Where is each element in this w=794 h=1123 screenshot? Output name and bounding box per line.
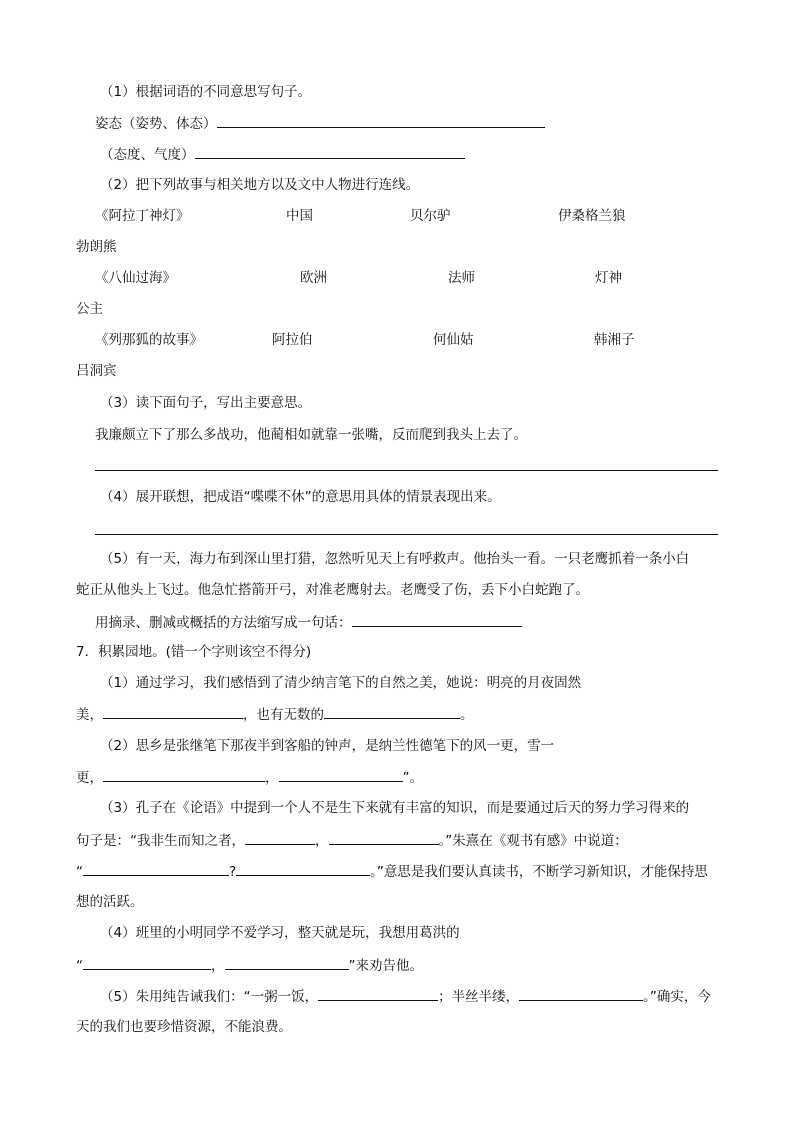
answer-blank[interactable]	[318, 986, 438, 1001]
match-place[interactable]: 中国	[286, 208, 313, 224]
q7-s2-line1: （2）思乡是张继笔下那夜半到客船的钟声，是纳兰性德笔下的风一更，雪一	[100, 738, 555, 754]
answer-blank[interactable]	[519, 986, 643, 1001]
match-place[interactable]: 欧洲	[300, 270, 327, 286]
q6-part5-text-line1: （5）有一天，海力布到深山里打猎，忽然听见天上有呼救声。他抬头一看。一只老鹰抓着一条小白	[100, 551, 690, 567]
q6-part1-b-label: （态度、气度）	[100, 147, 195, 163]
match-character[interactable]: 何仙姑	[433, 332, 474, 348]
q6-part3-sentence: 我廉颇立下了那么多战功，他蔺相如就靠一张嘴，反而爬到我头上去了。	[95, 427, 527, 443]
match-character[interactable]: 法师	[448, 270, 475, 286]
q7-s4-line2	[76, 955, 423, 976]
q7-s5-line1	[100, 986, 711, 1007]
text: ，	[265, 770, 279, 786]
match-story[interactable]: 《阿拉丁神灯》	[95, 208, 190, 224]
q7-heading: 7．积累园地。(错一个字则该空不得分)	[76, 644, 312, 660]
q7-s3-line3	[76, 861, 708, 882]
text: （5）朱用纯告诫我们：“一粥一饭，	[100, 989, 319, 1005]
answer-blank[interactable]	[329, 830, 439, 845]
text: 。	[460, 707, 474, 723]
match-story[interactable]: 《八仙过海》	[95, 270, 176, 286]
answer-blank[interactable]	[83, 861, 229, 876]
text: ，	[211, 958, 225, 974]
match-story[interactable]: 《列那狐的故事》	[95, 332, 203, 348]
q7-s1-line2	[76, 704, 474, 725]
match-character[interactable]: 伊桑格兰狼	[558, 208, 626, 224]
q6-part5-text-line2: 蛇正从他头上飞过。他急忙搭箭开弓，对准老鹰射去。老鹰受了伤，丢下小白蛇跑了。	[76, 582, 589, 598]
q6-part1-line-a	[95, 113, 545, 134]
match-character[interactable]: 勃朗熊	[76, 239, 117, 255]
q6-part1-prompt: （1）根据词语的不同意思写句子。	[100, 84, 312, 100]
match-character[interactable]: 灯神	[595, 270, 622, 286]
q7-s3-line4: 想的活跃。	[76, 894, 144, 910]
answer-line[interactable]	[95, 534, 718, 535]
q6-part1-line-b	[100, 144, 465, 165]
q7-s3-line1: （3）孔子在《论语》中提到一个人不是生下来就有丰富的知识，而是要通过后天的努力学习得来的	[100, 800, 690, 816]
answer-blank[interactable]	[352, 612, 522, 627]
text: ，也有无数的	[243, 707, 324, 723]
text: 句子是：“我非生而知之者，	[76, 833, 245, 849]
q6-part1-a-label: 姿态（姿势、体态）	[95, 116, 217, 132]
text: 。”确实，今	[643, 989, 711, 1005]
text: 。”朱熹在《观书有感》中说道：	[438, 833, 628, 849]
text: 。”意思是我们要认真读书，不断学习新知识，才能保持思	[370, 864, 708, 880]
match-character[interactable]: 吕洞宾	[76, 363, 117, 379]
answer-blank[interactable]	[195, 144, 465, 159]
answer-blank[interactable]	[217, 113, 545, 128]
match-character[interactable]: 贝尔驴	[410, 208, 451, 224]
text: ；半丝半缕，	[438, 989, 520, 1005]
q7-s2-line2	[76, 767, 423, 788]
match-place[interactable]: 阿拉伯	[272, 332, 313, 348]
match-character[interactable]: 公主	[76, 301, 103, 317]
answer-blank[interactable]	[245, 830, 315, 845]
text: 更，	[76, 770, 103, 786]
text: 美，	[76, 707, 103, 723]
text: “	[76, 864, 83, 880]
answer-blank[interactable]	[103, 704, 243, 719]
text: ”。	[402, 770, 423, 786]
q6-part2-prompt: （2）把下列故事与相关地方以及文中人物进行连线。	[100, 177, 420, 193]
answer-blank[interactable]	[225, 955, 349, 970]
text: ，	[315, 833, 329, 849]
q7-s1-line1: （1）通过学习，我们感悟到了清少纳言笔下的自然之美，她说：明亮的月夜固然	[100, 675, 582, 691]
text: “	[76, 958, 83, 974]
text: ”来劝告他。	[348, 958, 423, 974]
answer-blank[interactable]	[236, 861, 370, 876]
answer-blank[interactable]	[324, 704, 460, 719]
text: ?	[229, 864, 237, 880]
q7-s3-line2	[76, 830, 628, 851]
q6-part5-instruction: 用摘录、删减或概括的方法缩写成一句话：	[95, 615, 352, 631]
q6-part3-prompt: （3）读下面句子，写出主要意思。	[100, 395, 312, 411]
match-character[interactable]: 韩湘子	[594, 332, 635, 348]
q6-part4-prompt: （4）展开联想，把成语“喋喋不休”的意思用具体的情景表现出来。	[100, 489, 501, 505]
answer-blank[interactable]	[103, 767, 265, 782]
q7-s5-line2: 天的我们也要珍惜资源，不能浪费。	[76, 1019, 292, 1035]
q6-part5-line3	[95, 612, 522, 633]
q7-s4-line1: （4）班里的小明同学不爱学习，整天就是玩，我想用葛洪的	[100, 925, 460, 941]
answer-blank[interactable]	[83, 955, 211, 970]
answer-blank[interactable]	[279, 767, 403, 782]
answer-line[interactable]	[95, 470, 718, 471]
